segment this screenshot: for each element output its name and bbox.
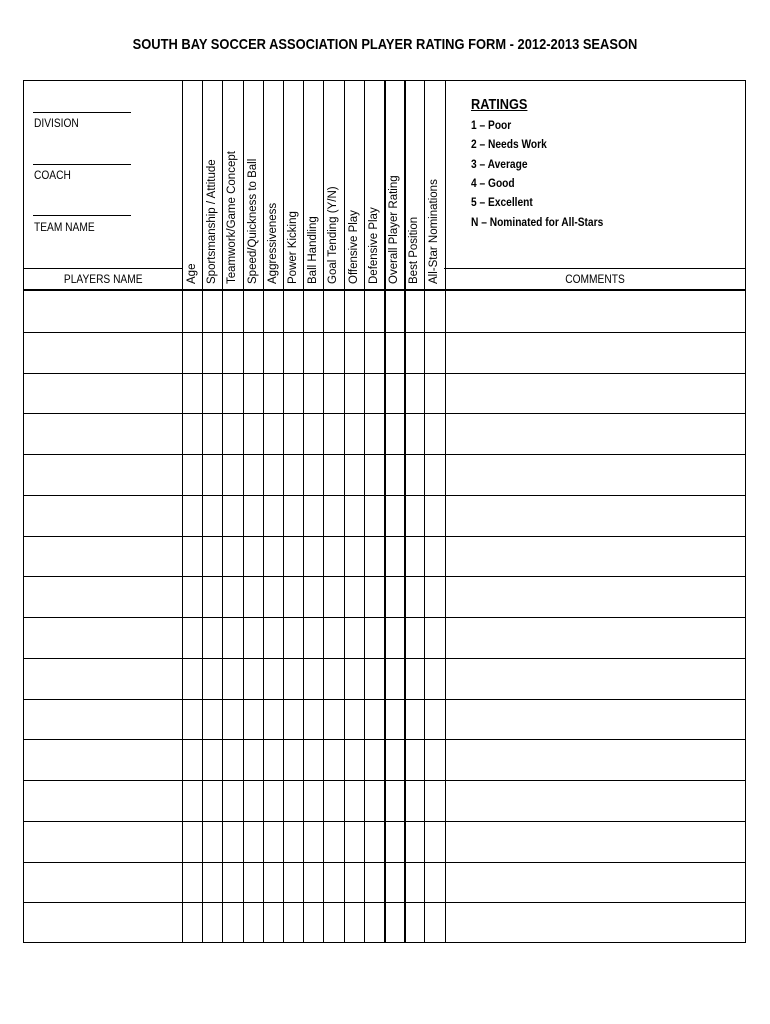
player-row[interactable] — [24, 780, 745, 821]
player-row[interactable] — [24, 739, 745, 780]
player-row[interactable] — [24, 373, 745, 414]
player-row[interactable] — [24, 617, 745, 658]
column-header: Sportsmanship / Attitude — [206, 159, 218, 284]
player-row[interactable] — [24, 902, 745, 943]
column-header: Defensive Play — [368, 207, 380, 284]
column-header: Power Kicking — [287, 211, 299, 284]
player-row[interactable] — [24, 699, 745, 740]
column-header: Teamwork/Game Concept — [226, 151, 238, 284]
player-row[interactable] — [24, 454, 745, 495]
team-name-line — [33, 215, 131, 216]
comments-header-divider — [444, 268, 746, 269]
player-row[interactable] — [24, 291, 745, 332]
player-row[interactable] — [24, 862, 745, 903]
coach-label: COACH — [34, 168, 71, 182]
rating-item: 1 – Poor — [471, 118, 512, 132]
column-header: Overall Player Rating — [388, 175, 400, 284]
column-header: Ball Handling — [307, 216, 319, 284]
rating-item: N – Nominated for All-Stars — [471, 214, 604, 229]
player-row[interactable] — [24, 413, 745, 454]
players-name-header: PLAYERS NAME — [63, 272, 143, 286]
coach-line — [33, 164, 131, 165]
ratings-title: RATINGS — [471, 96, 528, 113]
column-header: Aggressiveness — [267, 202, 279, 284]
rating-item: 2 – Needs Work — [471, 137, 547, 152]
rating-item: 3 – Average — [471, 156, 528, 171]
column-header: Best Position — [408, 216, 420, 284]
column-header: All-Star Nominations — [428, 179, 440, 284]
column-header: Age — [186, 263, 198, 284]
player-row[interactable] — [24, 495, 745, 536]
player-row[interactable] — [24, 821, 745, 862]
column-header: Goal Tending (Y/N) — [327, 186, 339, 284]
form-title: SOUTH BAY SOCCER ASSOCIATION PLAYER RATING FORM - 2012-2013 SEASON — [132, 36, 638, 53]
comments-header: COMMENTS — [565, 272, 625, 286]
column-header: Speed/Quickness to Ball — [247, 158, 259, 284]
column-header: Offensive Play — [348, 210, 360, 284]
rating-item: 5 – Excellent — [471, 195, 533, 210]
header-divider — [24, 268, 182, 269]
player-row[interactable] — [24, 576, 745, 617]
division-label: DIVISION — [34, 116, 79, 130]
rating-item: 4 – Good — [471, 175, 515, 190]
player-row[interactable] — [24, 332, 745, 373]
division-line — [33, 112, 131, 113]
player-row[interactable] — [24, 536, 745, 577]
player-row[interactable] — [24, 658, 745, 699]
team-name-label: TEAM NAME — [34, 220, 95, 234]
